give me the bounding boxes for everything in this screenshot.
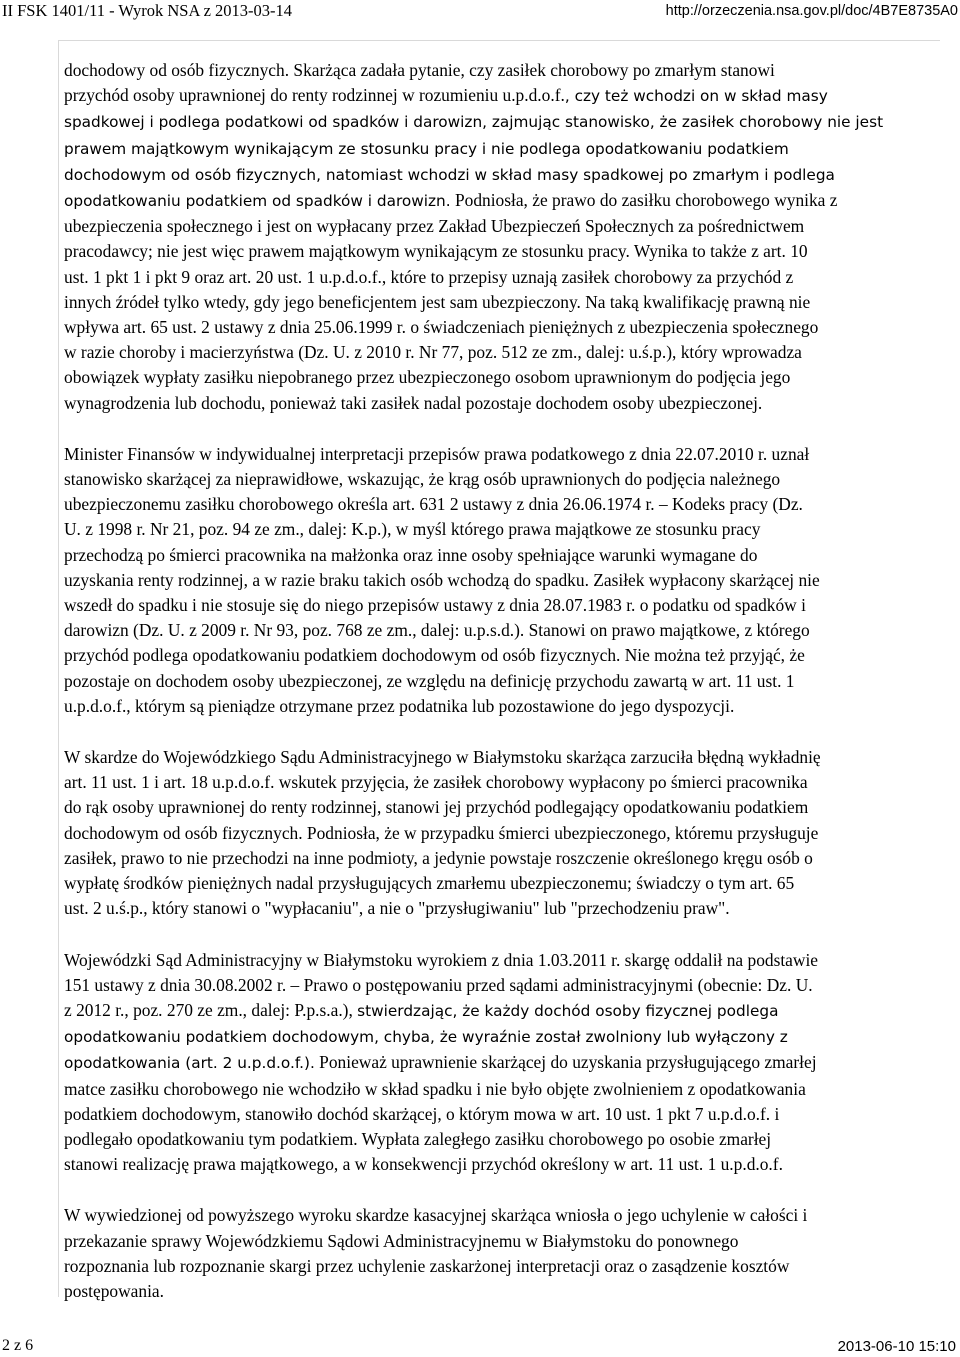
text-segment: w razie choroby i macierzyństwa (Dz. U. z 2010 r. Nr 77, poz. 512 ze zm., dalej: u.ś.p.), który wprowadza [64, 342, 802, 363]
text-segment: stanowi realizację prawa majątkowego, a w konsekwencji przychód określony w art. 11 ust. 1 u.p.d.o.f. [64, 1154, 783, 1175]
text-segment: opodatkowania (art. 2 u.p.d.o.f.). [64, 1054, 315, 1073]
text-segment: innych źródeł tylko wtedy, gdy jego beneficjentem jest sam ubezpieczony. Na taką kwalifikację prawną nie [64, 291, 811, 312]
text-line [64, 643, 944, 668]
text-segment: art. 11 ust. 1 i art. 18 u.p.d.o.f. wskutek przyjęcia, że zasiłek chorobowy wypłacony po śmierci pracownika [64, 772, 808, 793]
content-frame-top-rule [58, 40, 940, 41]
text-segment: wypłatę środków pieniężnych nadal przysługujących zmarłemu ubezpieczonemu; świadczy o tym art. 65 [64, 873, 795, 894]
text-segment: prawem majątkowym wynikającym ze stosunku pracy i nie podlega opodatkowaniu podatkiem [64, 139, 789, 158]
text-line [64, 694, 944, 719]
paragraph [64, 58, 944, 416]
text-segment: dochodowym od osób fizycznych. Podniosła, że w przypadku śmierci ubezpieczonego, któremu przysługuje [64, 822, 819, 843]
document-body [64, 58, 944, 1330]
text-line [64, 896, 944, 921]
text-line [64, 846, 944, 871]
content-frame-left-rule [58, 40, 59, 1297]
text-line [64, 492, 944, 517]
text-line [64, 467, 944, 492]
text-line [64, 998, 944, 1024]
paragraph [64, 442, 944, 719]
text-segment: wpływa art. 65 ust. 2 ustawy z dnia 25.06.1999 r. o świadczeniach pieniężnych z ubezpieczenia społecznego [64, 317, 819, 338]
paragraph [64, 745, 944, 921]
text-line [64, 1050, 944, 1076]
text-segment: rozpoznania lub rozpoznanie skargi przez uchylenie zaskarżonej interpretacji oraz o zasądzenie kosztów [64, 1255, 790, 1276]
text-line [64, 290, 944, 315]
text-segment: , czy też wchodzi on w skład masy [564, 87, 828, 106]
text-segment: ubezpieczenia społecznego i jest on wypłacany przez Zakład Ubezpieczeń Społecznych za pośrednictwem [64, 216, 805, 237]
text-segment: pracodawcy; nie jest więc prawem majątkowym wynikającym ze stosunku pracy. Wynika to także z art. 10 [64, 241, 808, 262]
text-segment: ust. 2 u.ś.p., który stanowi o "wypłacaniu", a nie o "przysługiwaniu" lub "przechodzeniu praw". [64, 898, 730, 919]
text-line [64, 340, 944, 365]
text-segment: W skardze do Wojewódzkiego Sądu Administracyjnego w Białymstoku skarżąca zarzuciła błędną wykładnię [64, 747, 821, 768]
text-line [64, 136, 944, 162]
text-line [64, 1127, 944, 1152]
text-line [64, 1229, 944, 1254]
text-line [64, 188, 944, 214]
text-segment: dochodowym od osób fizycznych, natomiast wchodzi w skład masy spadkowej po zmarłym i podlega [64, 165, 835, 184]
text-segment: ust. 1 pkt 1 i pkt 9 oraz art. 20 ust. 1 u.p.d.o.f., które to przepisy uznają zasiłek chorobowy za przychód z [64, 266, 794, 287]
text-line [64, 58, 944, 83]
text-line [64, 442, 944, 467]
text-line [64, 593, 944, 618]
text-segment: Podniosła, że prawo do zasiłku chorobowego wynika z [450, 190, 838, 211]
text-line [64, 1152, 944, 1177]
text-segment: podatkiem dochodowym, stanowiło dochód skarżącej, o którym mowa w art. 10 ust. 1 pkt 7 u.p.d.o.f. i [64, 1103, 780, 1124]
text-segment: dochodowy od osób fizycznych. Skarżąca zadała pytanie, czy zasiłek chorobowy po zmarłym stanowi [64, 60, 775, 80]
text-line [64, 948, 944, 973]
text-line [64, 821, 944, 846]
text-line [64, 770, 944, 795]
text-segment: opodatkowaniu podatkiem od spadków i darowizn. [64, 192, 451, 211]
text-segment: u.p.d.o.f., którym są pieniądze otrzymane przez podatnika lub pozostawione do jego dyspozycji. [64, 695, 735, 716]
text-segment: uzyskania renty rodzinnej, a w razie braku takich osób wchodzą do spadku. Zasiłek wypłacony skarżącej nie [64, 569, 820, 590]
paragraph [64, 948, 944, 1178]
text-line [64, 109, 944, 135]
text-segment: opodatkowaniu podatkiem dochodowym, chyba, że wyraźnie został zwolniony lub wyłączony z [64, 1028, 788, 1047]
text-line [64, 871, 944, 896]
text-line [64, 618, 944, 643]
text-line [64, 1203, 944, 1228]
text-segment: postępowania. [64, 1280, 164, 1301]
text-line [64, 162, 944, 188]
text-line [64, 517, 944, 542]
text-line [64, 315, 944, 340]
text-line [64, 543, 944, 568]
text-line [64, 365, 944, 390]
footer-print-timestamp: 2013-06-10 15:10 [837, 1338, 956, 1355]
text-segment: W wywiedzionej od powyższego wyroku skardze kasacyjnej skarżąca wniosła o jego uchylenie w całości i [64, 1205, 808, 1226]
paragraph [64, 1203, 944, 1304]
text-segment: stwierdzając, że każdy dochód osoby fizycznej podlega [357, 1001, 779, 1020]
text-segment: wynagrodzenia lub dochodu, ponieważ taki zasiłek nadal pozostaje dochodem osoby ubezpieczonej. [64, 392, 763, 413]
text-segment: do rąk osoby uprawnionej do renty rodzinnej, stanowi jej przychód podlegający opodatkowaniu podatkiem [64, 797, 809, 818]
text-line [64, 1102, 944, 1127]
text-line [64, 265, 944, 290]
text-segment: podlegało opodatkowaniu tym podatkiem. Wypłata zaległego zasiłku chorobowego po osobie zmarłej [64, 1128, 772, 1149]
text-segment: 151 ustawy z dnia 30.08.2002 r. – Prawo o postępowaniu przed sądami administracyjnymi (obecnie: Dz. U. [64, 974, 813, 995]
text-line [64, 745, 944, 770]
text-line [64, 568, 944, 593]
text-line [64, 214, 944, 239]
text-line [64, 83, 944, 109]
text-segment: przekazanie sprawy Wojewódzkiemu Sądowi Administracyjnemu w Białymstoku do ponownego [64, 1230, 739, 1251]
text-segment: darowizn (Dz. U. z 2009 r. Nr 93, poz. 768 ze zm., dalej: u.p.s.d.). Stanowi on prawo majątkowe, z którego [64, 620, 810, 641]
text-line [64, 1077, 944, 1102]
text-segment: przychód podlega opodatkowaniu podatkiem dochodowym od osób fizycznych. Nie można też przyjąć, że [64, 645, 805, 666]
text-segment: pozostaje on dochodem osoby ubezpieczonej, ze względu na definicję przychodu zawartą w art. 11 ust. 1 [64, 670, 795, 691]
text-line [64, 973, 944, 998]
text-segment: z 2012 r., poz. 270 ze zm., dalej: P.p.s.a.), [64, 999, 358, 1020]
text-line [64, 1024, 944, 1050]
text-line [64, 391, 944, 416]
text-segment: spadkowej i podlega podatkowi od spadków i darowizn, zajmując stanowisko, że zasiłek chorobowy nie jest [64, 113, 884, 132]
text-segment: U. z 1998 r. Nr 21, poz. 94 ze zm., dalej: K.p.), w myśl którego prawa majątkowe ze stosunku pracy [64, 519, 761, 540]
text-segment: wszedł do spadku i nie stosuje się do niego przepisów ustawy z dnia 28.07.1983 r. o podatku od spadków i [64, 595, 806, 616]
text-segment: obowiązek wypłaty zasiłku niepobranego przez ubezpieczonego osobom uprawnionym do podjęcia jego [64, 367, 791, 388]
text-segment: stanowisko skarżącej za nieprawidłowe, wskazując, że krąg osób uprawnionych do podjęcia należnego [64, 469, 781, 490]
text-line [64, 239, 944, 264]
text-segment: zasiłek, prawo to nie przechodzi na inne podmioty, a jedynie powstaje roszczenie określonego kręgu osób o [64, 847, 813, 868]
text-line [64, 1279, 944, 1304]
text-segment: matce zasiłku chorobowego nie wchodziło w skład spadku i nie było objęte zwolnieniem z opodatkowania [64, 1078, 806, 1099]
text-segment: przechodzą po śmierci pracownika na małżonka oraz inne osoby spełniające warunki wymagane do [64, 544, 758, 565]
text-line [64, 795, 944, 820]
text-segment: ubezpieczonemu zasiłku chorobowego określa art. 631 2 ustawy z dnia 26.06.1974 r. – Kodeks pracy (Dz. [64, 494, 803, 515]
header-document-title: II FSK 1401/11 - Wyrok NSA z 2013-03-14 [2, 1, 293, 20]
header-source-url: http://orzeczenia.nsa.gov.pl/doc/4B7E8735A0 [665, 3, 958, 19]
footer-page-number: 2 z 6 [2, 1337, 34, 1354]
text-segment: Ponieważ uprawnienie skarżącej do uzyskania przysługującego zmarłej [314, 1052, 817, 1073]
text-segment: Minister Finansów w indywidualnej interpretacji przepisów prawa podatkowego z dnia 22.07.2010 r. uznał [64, 443, 810, 464]
text-line [64, 1254, 944, 1279]
text-line [64, 669, 944, 694]
text-segment: przychód osoby uprawnionej do renty rodzinnej w rozumieniu u.p.d.o.f. [64, 85, 565, 106]
text-segment: Wojewódzki Sąd Administracyjny w Białymstoku wyrokiem z dnia 1.03.2011 r. skargę oddalił na podstawie [64, 949, 819, 970]
